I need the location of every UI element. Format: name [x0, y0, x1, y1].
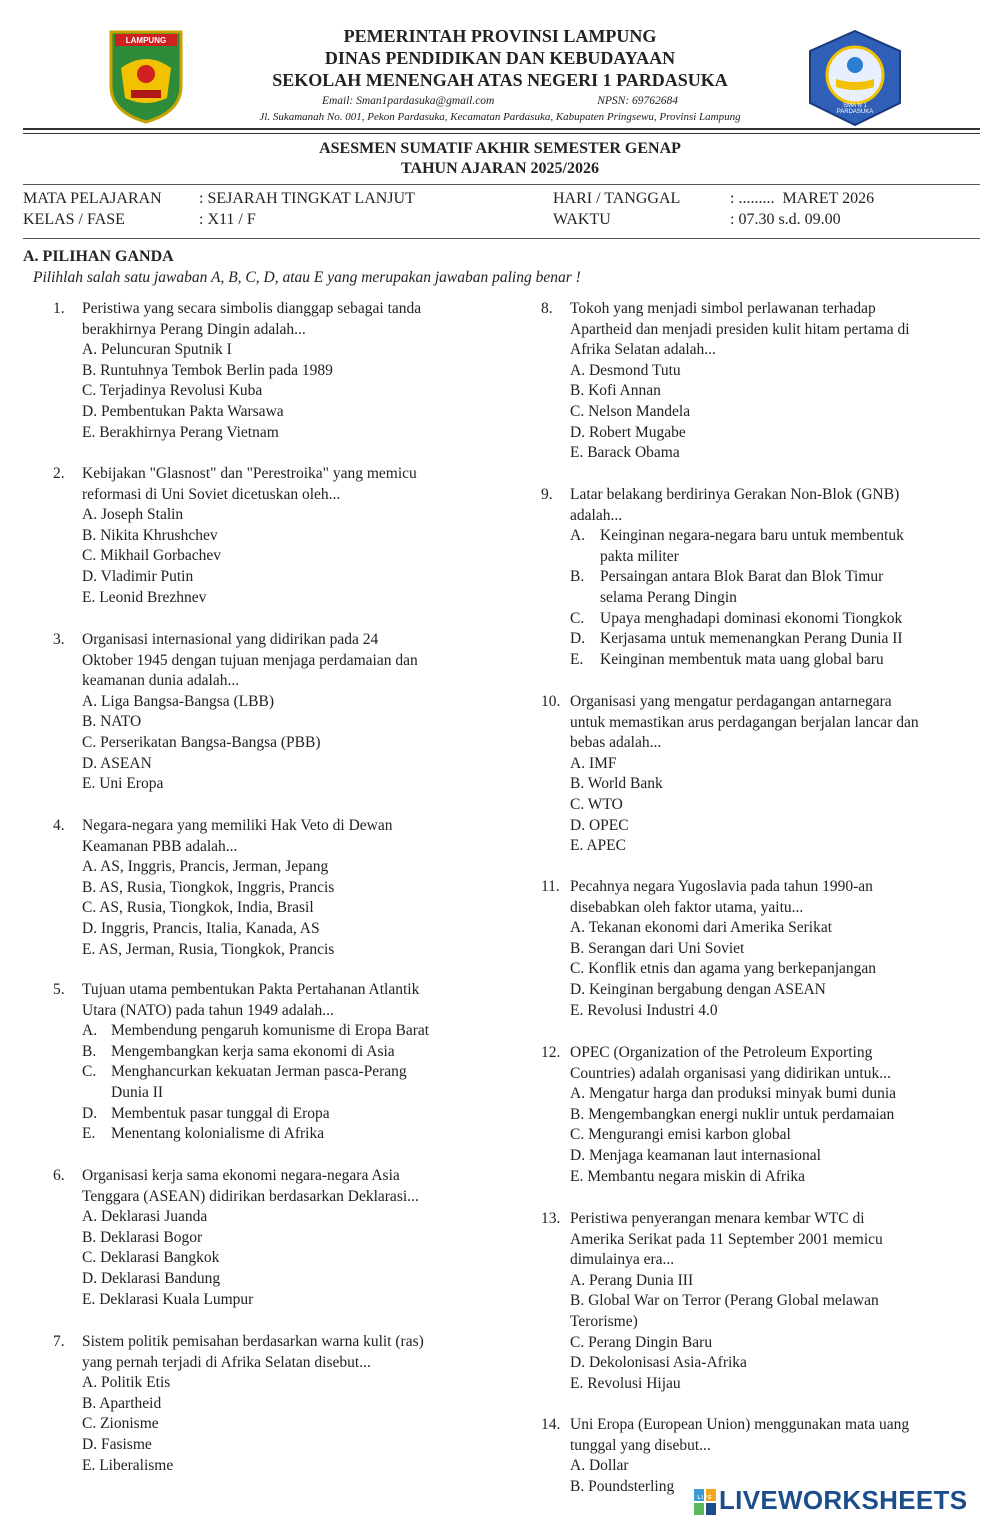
answer-option[interactable]: D. Dekolonisasi Asia-Afrika: [570, 1354, 747, 1372]
answer-option[interactable]: E. Leonid Brezhnev: [82, 588, 207, 606]
question-stem-line: Peristiwa penyerangan menara kembar WTC di: [570, 1210, 865, 1227]
question-stem-line: reformasi di Uni Soviet dicetuskan oleh...: [82, 485, 341, 503]
answer-option-letter[interactable]: C.: [570, 609, 585, 627]
question-number: 3.: [53, 631, 65, 648]
exam-title: ASESMEN SUMATIF AKHIR SEMESTER GENAP: [319, 140, 681, 157]
answer-option[interactable]: C. Deklarasi Bangkok: [82, 1249, 220, 1267]
answer-option[interactable]: E. Revolusi Hijau: [570, 1374, 681, 1392]
answer-option[interactable]: E. Berakhirnya Perang Vietnam: [82, 423, 279, 441]
answer-option-text[interactable]: selama Perang Dingin: [600, 589, 737, 606]
answer-option[interactable]: C. AS, Rusia, Tiongkok, India, Brasil: [82, 899, 314, 917]
answer-option[interactable]: C. Terjadinya Revolusi Kuba: [82, 382, 263, 400]
answer-option[interactable]: Terorisme): [570, 1313, 638, 1330]
answer-option-letter[interactable]: B.: [82, 1042, 97, 1060]
answer-option-text[interactable]: Upaya menghadapi dominasi ekonomi Tiongkok: [600, 609, 903, 627]
answer-option[interactable]: D. Keinginan bergabung dengan ASEAN: [570, 981, 826, 998]
question-number: 11.: [541, 878, 560, 895]
answer-option[interactable]: E. Membantu negara miskin di Afrika: [570, 1167, 806, 1185]
question-stem-line: dimulainya era...: [570, 1251, 675, 1269]
header-government: PEMERINTAH PROVINSI LAMPUNG: [343, 26, 657, 46]
answer-option[interactable]: A. IMF: [570, 754, 617, 772]
answer-option[interactable]: C. Mikhail Gorbachev: [82, 547, 222, 565]
question-stem-line: Pecahnya negara Yugoslavia pada tahun 1990-an: [570, 878, 873, 895]
answer-option[interactable]: B. Runtuhnya Tembok Berlin pada 1989: [82, 361, 333, 379]
answer-option-letter[interactable]: D.: [570, 630, 586, 648]
header-divider-thick: [23, 128, 980, 130]
answer-option[interactable]: C. Nelson Mandela: [570, 403, 691, 420]
answer-option[interactable]: B. World Bank: [570, 775, 663, 793]
answer-option[interactable]: C. Mengurangi emisi karbon global: [570, 1126, 791, 1144]
question-stem-line: Utara (NATO) pada tahun 1949 adalah...: [82, 1001, 334, 1019]
info-divider-top: [23, 184, 980, 185]
answer-option[interactable]: A. Deklarasi Juanda: [82, 1208, 208, 1226]
day-value: : ......... MARET 2026: [730, 190, 875, 207]
answer-option-text[interactable]: Menghancurkan kekuatan Jerman pasca-Perang: [111, 1063, 407, 1081]
answer-option[interactable]: B. Kofi Annan: [570, 382, 661, 400]
answer-option[interactable]: B. AS, Rusia, Tiongkok, Inggris, Prancis: [82, 878, 335, 896]
answer-option[interactable]: B. Serangan dari Uni Soviet: [570, 939, 745, 957]
answer-option[interactable]: B. Nikita Khrushchev: [82, 526, 218, 544]
question-number: 6.: [53, 1167, 65, 1184]
answer-option[interactable]: B. Apartheid: [82, 1394, 162, 1412]
answer-option[interactable]: D. Fasisme: [82, 1436, 152, 1453]
question-number: 1.: [53, 300, 65, 317]
answer-option[interactable]: D. Robert Mugabe: [570, 423, 686, 441]
answer-option-text[interactable]: pakta militer: [600, 547, 679, 565]
answer-option-text[interactable]: Menentang kolonialisme di Afrika: [111, 1125, 325, 1143]
answer-option[interactable]: A. Dollar: [570, 1457, 629, 1475]
answer-option[interactable]: E. Barack Obama: [570, 444, 680, 462]
answer-option[interactable]: B. Mengembangkan energi nuklir untuk perdamaian: [570, 1105, 895, 1123]
answer-option-letter[interactable]: D.: [82, 1104, 98, 1122]
header-email: Email: Sman1pardasuka@gmail.com: [321, 95, 495, 107]
answer-option[interactable]: C. Perang Dingin Baru: [570, 1333, 713, 1351]
question-number: 14.: [541, 1416, 561, 1433]
answer-option[interactable]: C. WTO: [570, 796, 623, 813]
exam-year: TAHUN AJARAN 2025/2026: [401, 160, 599, 177]
answer-option-letter[interactable]: C.: [82, 1063, 97, 1081]
lampung-crest-text: LAMPUNG: [125, 36, 167, 45]
question-number: 8.: [541, 300, 553, 317]
day-label: HARI / TANGGAL: [553, 190, 681, 207]
answer-option-letter[interactable]: A.: [82, 1022, 98, 1040]
question-stem-line: Kebijakan "Glasnost" dan "Perestroika" yang memicu: [82, 465, 417, 482]
answer-option[interactable]: E. APEC: [570, 837, 626, 855]
answer-option[interactable]: B. Poundsterling: [570, 1477, 675, 1495]
answer-option[interactable]: D. OPEC: [570, 816, 629, 834]
question-number: 2.: [53, 465, 65, 482]
answer-option[interactable]: D. ASEAN: [82, 754, 152, 772]
answer-option-text[interactable]: Kerjasama untuk memenangkan Perang Dunia II: [600, 630, 903, 648]
time-value: : 07.30 s.d. 09.00: [730, 211, 841, 228]
answer-option-text[interactable]: Mengembangkan kerja sama ekonomi di Asia: [111, 1042, 395, 1060]
question-number: 13.: [541, 1210, 561, 1227]
question-stem-line: Tokoh yang menjadi simbol perlawanan terhadap: [570, 300, 876, 317]
answer-option[interactable]: A. Politik Etis: [82, 1374, 171, 1392]
header-contact: [0, 95, 1000, 107]
answer-option-text[interactable]: Membentuk pasar tunggal di Eropa: [111, 1104, 330, 1122]
answer-option[interactable]: B. Deklarasi Bogor: [82, 1228, 203, 1246]
answer-option[interactable]: C. Perserikatan Bangsa-Bangsa (PBB): [82, 734, 321, 751]
answer-option[interactable]: A. Liga Bangsa-Bangsa (LBB): [82, 692, 274, 710]
question-stem-line: Uni Eropa (European Union) menggunakan mata uang: [570, 1416, 910, 1433]
section-instruction: Pilihlah salah satu jawaban A, B, C, D, atau E yang merupakan jawaban paling benar !: [33, 269, 581, 286]
answer-option[interactable]: C. Konflik etnis dan agama yang berkepanjangan: [570, 960, 877, 978]
answer-option[interactable]: A. AS, Inggris, Prancis, Jerman, Jepang: [82, 858, 329, 876]
header-divider-thin: [23, 133, 980, 134]
answer-option[interactable]: A. Tekanan ekonomi dari Amerika Serikat: [570, 919, 833, 937]
question-stem-line: adalah...: [570, 506, 623, 524]
answer-option-text[interactable]: Keinginan membentuk mata uang global baru: [600, 650, 884, 668]
question-stem-line: Countries) adalah organisasi yang didirikan untuk...: [570, 1064, 891, 1082]
answer-option[interactable]: E. Revolusi Industri 4.0: [570, 1001, 718, 1019]
section-title: A. PILIHAN GANDA: [23, 248, 174, 265]
school-logo-text: SMA N 1 PARDASUKA: [836, 103, 874, 115]
answer-option-letter[interactable]: B.: [570, 568, 585, 586]
answer-option[interactable]: D. Deklarasi Bandung: [82, 1270, 221, 1287]
answer-option[interactable]: A. Peluncuran Sputnik I: [82, 341, 232, 359]
liveworksheets-logo-icon: [694, 1489, 716, 1515]
subject-label: MATA PELAJARAN: [23, 190, 162, 207]
question-stem-line: untuk memastikan arus perdagangan berjalan lancar dan: [570, 713, 919, 731]
question-stem-line: Organisasi internasional yang didirikan pada 24: [82, 631, 379, 648]
answer-option[interactable]: E. AS, Jerman, Rusia, Tiongkok, Prancis: [82, 940, 335, 958]
answer-option-text[interactable]: Dunia II: [111, 1084, 164, 1101]
answer-option[interactable]: E. Deklarasi Kuala Lumpur: [82, 1290, 254, 1308]
question-stem-line: keamanan dunia adalah...: [82, 672, 240, 690]
class-label: KELAS / FASE: [23, 211, 125, 228]
answer-option[interactable]: A. Mengatur harga dan produksi minyak bumi dunia: [570, 1085, 897, 1103]
answer-option[interactable]: E. Uni Eropa: [82, 775, 164, 793]
answer-option-letter[interactable]: A.: [570, 527, 586, 545]
question-stem-line: berakhirnya Perang Dingin adalah...: [82, 320, 306, 338]
answer-option[interactable]: D. Inggris, Prancis, Italia, Kanada, AS: [82, 920, 320, 937]
question-stem-line: yang pernah terjadi di Afrika Selatan disebut...: [82, 1353, 371, 1371]
answer-option[interactable]: B. NATO: [82, 713, 142, 731]
question-stem-line: Keamanan PBB adalah...: [82, 837, 238, 855]
question-stem-line: Apartheid dan menjadi presiden kulit hitam pertama di: [570, 320, 910, 338]
liveworksheets-icon-letters: LIVE: [697, 1495, 713, 1501]
header-department: DINAS PENDIDIKAN DAN KEBUDAYAAN: [324, 48, 676, 68]
question-stem-line: Afrika Selatan adalah...: [570, 341, 716, 359]
question-stem-line: tunggal yang disebut...: [570, 1436, 711, 1454]
question-stem-line: Latar belakang berdirinya Gerakan Non-Blok (GNB): [570, 486, 900, 503]
question-number: 7.: [53, 1333, 65, 1350]
info-divider-bottom: [23, 238, 980, 239]
answer-option[interactable]: C. Zionisme: [82, 1415, 159, 1433]
answer-option-text[interactable]: Persaingan antara Blok Barat dan Blok Timur: [600, 568, 884, 586]
question-number: 4.: [53, 817, 65, 834]
question-number: 5.: [53, 981, 65, 998]
question-number: 10.: [541, 693, 561, 710]
question-stem-line: OPEC (Organization of the Petroleum Exporting: [570, 1044, 873, 1061]
answer-option-text[interactable]: Keinginan negara-negara baru untuk membentuk: [600, 527, 904, 545]
answer-option-letter[interactable]: E.: [82, 1125, 96, 1143]
answer-option[interactable]: D. Vladimir Putin: [82, 568, 194, 585]
answer-option-text[interactable]: Membendung pengaruh komunisme di Eropa Barat: [111, 1022, 430, 1040]
question-stem-line: Amerika Serikat pada 11 September 2001 memicu: [570, 1230, 883, 1248]
answer-option-letter[interactable]: E.: [570, 650, 584, 668]
question-stem-line: Sistem politik pemisahan berdasarkan warna kulit (ras): [82, 1333, 424, 1350]
answer-option[interactable]: E. Liberalisme: [82, 1456, 174, 1474]
header-npsn: NPSN: 69762684: [597, 95, 679, 107]
answer-option[interactable]: D. Pembentukan Pakta Warsawa: [82, 403, 284, 420]
answer-option[interactable]: A. Joseph Stalin: [82, 506, 184, 524]
question-stem-line: Tujuan utama pembentukan Pakta Pertahanan Atlantik: [82, 981, 420, 998]
header-address: Jl. Sukamanah No. 001, Pekon Pardasuka, Kecamatan Pardasuka, Kabupaten Pringsewu, Provinsi Lampung: [259, 111, 741, 123]
time-label: WAKTU: [553, 211, 611, 228]
subject-value: : SEJARAH TINGKAT LANJUT: [199, 190, 415, 207]
question-number: 12.: [541, 1044, 561, 1061]
class-value: : X11 / F: [199, 211, 256, 228]
question-stem-line: Tenggara (ASEAN) didirikan berdasarkan Deklarasi...: [82, 1187, 419, 1205]
answer-option[interactable]: B. Global War on Terror (Perang Global melawan: [570, 1292, 879, 1310]
question-stem-line: Oktober 1945 dengan tujuan menjaga perdamaian dan: [82, 651, 418, 669]
question-stem-line: disebabkan oleh faktor utama, yaitu...: [570, 898, 804, 916]
question-stem-line: Organisasi yang mengatur perdagangan antarnegara: [570, 693, 892, 710]
answer-option[interactable]: D. Menjaga keamanan laut internasional: [570, 1147, 821, 1164]
question-number: 9.: [541, 486, 553, 503]
liveworksheets-brand[interactable]: LIVEWORKSHEETS: [719, 1485, 968, 1515]
header-school-name: SEKOLAH MENENGAH ATAS NEGERI 1 PARDASUKA: [272, 70, 728, 90]
answer-option[interactable]: A. Perang Dunia III: [570, 1271, 694, 1289]
question-stem-line: Negara-negara yang memiliki Hak Veto di Dewan: [82, 817, 393, 834]
question-stem-line: Peristiwa yang secara simbolis dianggap sebagai tanda: [82, 300, 422, 317]
question-stem-line: bebas adalah...: [570, 734, 662, 752]
answer-option[interactable]: A. Desmond Tutu: [570, 361, 681, 379]
question-stem-line: Organisasi kerja sama ekonomi negara-negara Asia: [82, 1167, 400, 1184]
